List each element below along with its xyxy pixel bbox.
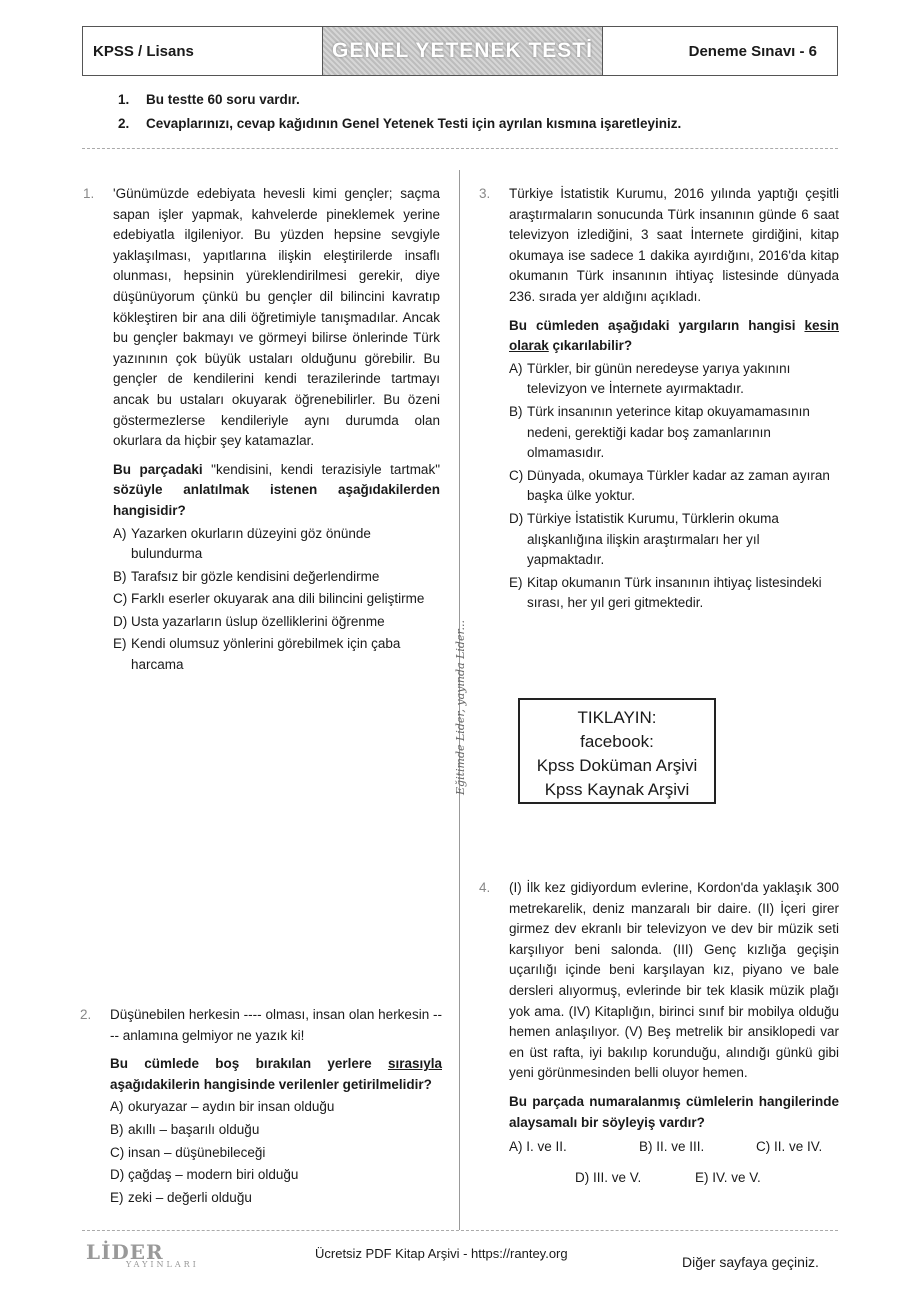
option-a[interactable]: A) I. ve II. <box>509 1139 567 1155</box>
question-number: 4. <box>479 880 491 895</box>
option-b[interactable]: B) akıllı – başarılı olduğu <box>110 1121 260 1137</box>
header-divider <box>82 148 838 149</box>
option-e[interactable]: E) zeki – değerli olduğu <box>110 1189 252 1205</box>
publisher-logo: LİDER YAYINLARI <box>86 1240 199 1269</box>
question-number: 3. <box>479 186 491 201</box>
option-e[interactable]: E) Kitap okumanın Türk insanının ihtiyaç listesindeki sırası, her yıl geri gitmektedir. <box>509 574 822 611</box>
option-c[interactable]: C) Farklı eserler okuyarak ana dili bilincini geliştirme <box>113 591 425 607</box>
option-d[interactable]: D) Türkiye İstatistik Kurumu, Türklerin okuma alışkanlığına ilişkin araştırmaları her yıl yapmaktadır. <box>509 510 779 568</box>
question-passage: 'Günümüzde edebiyata hevesli kimi gençler; saçma sapan işler yapmak, kahvelerde pineklemek yerine edebiyatla ilgileniyor. Bu yüzden hepsine sevgiyle yaklaşılması, yapıtlarına ilişkin eleştirilerde insaflı olunması, hepsinin yüreklendirilmesi gerekir, diye düşünüyorum çünkü bu gençler dil bilincini kavratıp kökleştiren bir ana dili öğretimiyle tanışmadılar. Ancak bu gençler bakmayı ve görmeyi bilirse önlerinde Türk yazınının çok büyük ustaları olduğunu görebilir. Bu gençler de kendilerini kendi terazilerinde tartmayı ancak bu ustaları okuyarak öğrenebilirler. Bu özeni göstermezlerse kendileriyle aynı durumda olan okurlara da hiçbir şey katamazlar. <box>113 186 440 449</box>
promo-line: TIKLAYIN: <box>577 708 657 727</box>
promo-line: facebook: <box>580 732 654 751</box>
options-row <box>509 1137 839 1158</box>
question-number: 2. <box>80 1007 92 1022</box>
question-passage: Düşünebilen herkesin ---- olması, insan olan herkesin ---- anlamına gelmiyor ne yazık ki! <box>110 1007 442 1043</box>
instruction-item: 1. Bu testte 60 soru vardır. <box>118 92 300 107</box>
option-e[interactable]: E) IV. ve V. <box>695 1169 761 1185</box>
exam-number-label: Deneme Sınavı - 6 <box>688 42 817 60</box>
option-a[interactable]: A) Türkler, bir günün neredeyse yarıya yakınını televizyon ve İnternete ayırmaktadır. <box>509 360 791 397</box>
promo-line: Kpss Kaynak Arşivi <box>544 780 690 799</box>
header-box <box>82 26 838 76</box>
instruction-item: 2. Cevaplarınızı, cevap kağıdının Genel Yetenek Testi için ayrılan kısmına işaretleyiniz. <box>118 116 682 131</box>
option-c[interactable]: C) insan – düşünebileceği <box>110 1144 266 1160</box>
test-title: GENEL YETENEK TESTİ <box>323 27 603 75</box>
side-slogan: Eğitimde Lider, yayında Lider... <box>454 619 467 795</box>
question-3 <box>479 184 839 614</box>
question-1 <box>83 184 440 676</box>
option-d[interactable]: D) Usta yazarların üslup özelliklerini öğrenme <box>113 613 385 629</box>
option-b[interactable]: B) Tarafsız bir gözle kendisini değerlendirme <box>113 568 380 584</box>
promo-box[interactable] <box>518 698 716 804</box>
question-passage: Türkiye İstatistik Kurumu, 2016 yılında yaptığı çeşitli araştırmaların sonucunda Türk insanının günde 6 saat televizyon izlediğini, 3 saat İnternete girdiğini, kitap okumaya ise sadece 1 dakika ayırdığını, 2016'da kitap okumanın Türk insanının ihtiyaç listesinde dünyada 236. sırada yer aldığını açıkladı. <box>509 186 839 304</box>
question-stem: Bu cümleden aşağıdaki yargıların hangisi kesin olarak çıkarılabilir? <box>509 317 839 354</box>
question-stem: Bu parçada numaralanmış cümlelerin hangilerinde alaysamalı bir söyleyiş vardır? <box>509 1093 839 1130</box>
question-stem: Bu parçadaki "kendisini, kendi terazisiyle tartmak" sözüyle anlatılmak istenen aşağıdakilerden hangisidir? <box>113 461 440 518</box>
option-e[interactable]: E) Kendi olumsuz yönlerini görebilmek için çaba harcama <box>113 636 401 673</box>
question-stem: Bu cümlede boş bırakılan yerlere sırasıyla aşağıdakilerin hangisinde verilenler getirilmelidir? <box>110 1056 442 1092</box>
exam-type-label: KPSS / Lisans <box>83 27 323 75</box>
option-a[interactable]: A) okuryazar – aydın bir insan olduğu <box>110 1099 335 1115</box>
option-d[interactable]: D) çağdaş – modern biri olduğu <box>110 1167 299 1183</box>
footer-divider <box>82 1230 838 1231</box>
question-4 <box>479 878 839 1188</box>
option-b[interactable]: B) II. ve III. <box>639 1139 705 1155</box>
instructions <box>118 88 681 136</box>
option-c[interactable]: C) Dünyada, okumaya Türkler kadar az zaman ayıran başka ülke yoktur. <box>509 467 830 504</box>
question-2 <box>80 1005 442 1208</box>
question-number: 1. <box>83 186 95 201</box>
options-row <box>509 1168 839 1189</box>
question-passage: (I) İlk kez gidiyordum evlerine, Kordon'da yaklaşık 300 metrekarelik, deniz manzaralı bir daire. (II) İçeri girer girmez dev ekranlı bir televizyon ve dev bir müzik seti karşılıyor beni salonda. (III) Genç kızlığa geçişin uçarılığı içinde beni karşılayan kız, piyano ve bale dersleri alıyormuş, evlerinde bir tek klasik müzik plağı yok ama. (IV) Kitaplığın, birinci sınıf bir mobilya olduğu hemen anlaşılıyor. (V) Beş metrelik bir ansiklopedi var en üst rafta, iyi bakılıp korunduğu, alındığı günkü gibi yeni görünmesinden belli oluyor hemen. <box>509 880 839 1081</box>
option-b[interactable]: B) Türk insanının yeterince kitap okuyamamasının nedeni, gerektiği kadar boş zamanlarının olmamasıdır. <box>509 403 810 461</box>
option-c[interactable]: C) II. ve IV. <box>756 1139 823 1155</box>
option-d[interactable]: D) III. ve V. <box>575 1169 642 1185</box>
promo-line: Kpss Doküman Arşivi <box>536 756 698 775</box>
footer-archive-link[interactable]: Ücretsiz PDF Kitap Arşivi - https://rantey.org <box>315 1246 568 1261</box>
option-a[interactable]: A) Yazarken okurların düzeyini göz önünde bulundurma <box>113 525 371 562</box>
next-page-note: Diğer sayfaya geçiniz. <box>682 1254 819 1270</box>
